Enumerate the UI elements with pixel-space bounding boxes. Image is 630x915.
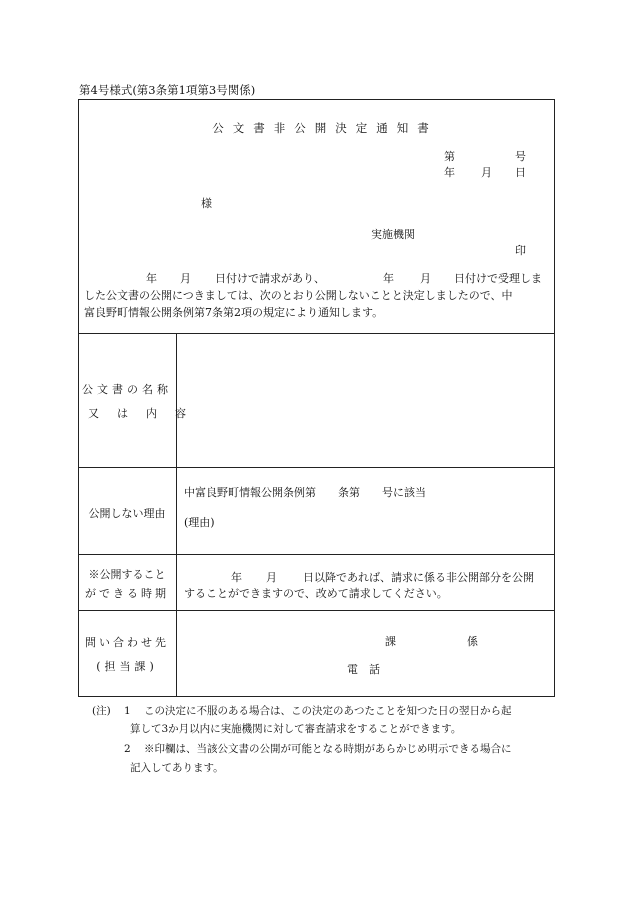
divider <box>78 610 555 611</box>
number-go: 号 <box>515 150 526 163</box>
intro-line-2: した公文書の公開につきましては、次のとおり公開しないことと決定しましたので、中 <box>84 289 513 302</box>
document-name-label: 公文書の名称 <box>82 383 172 396</box>
intro-text-1: 日付けで請求があり、 <box>215 272 325 285</box>
timing-label: ※公開すること <box>88 568 166 581</box>
divider <box>78 467 555 468</box>
note-1-line-2: 算して3か月以内に実施機関に対して審査請求をすることができます。 <box>130 723 462 735</box>
addressee-honorific: 様 <box>201 197 212 210</box>
form-number-label: 第4号様式(第3条第1項第3号関係) <box>79 83 256 97</box>
divider <box>78 333 555 334</box>
document-title: 公文書非公開決定通知書 <box>212 121 438 135</box>
contact-unit: 係 <box>467 635 478 648</box>
note-2-number: 2 <box>124 743 131 755</box>
note-2-line-2: 記入してあります。 <box>130 762 224 774</box>
contact-label: 問い合わせ先 <box>85 636 169 649</box>
intro-text-2: 日付けで受理しま <box>454 272 542 285</box>
reason-label: 公開しない理由 <box>88 507 166 520</box>
note-1-number: 1 <box>124 705 131 717</box>
intro-year-2: 年 <box>383 272 394 285</box>
date-year: 年 <box>444 166 455 179</box>
notice-form-frame <box>78 99 555 697</box>
intro-month-2: 月 <box>420 272 431 285</box>
timing-year: 年 <box>231 571 242 584</box>
date-day: 日 <box>515 166 526 179</box>
divider <box>78 554 555 555</box>
timing-label-2: ができる時期 <box>85 587 169 600</box>
column-divider <box>176 333 177 697</box>
implementing-agency: 実施機関 <box>371 228 415 241</box>
reason-detail-label: (理由) <box>184 516 215 529</box>
reason-ordinance: 中富良野町情報公開条例第 条第 号に該当 <box>184 486 426 499</box>
intro-year-1: 年 <box>146 272 157 285</box>
notes-marker: (注) <box>92 705 111 717</box>
timing-text-2: することができますので、改めて請求してください。 <box>184 587 448 600</box>
seal-mark: 印 <box>515 244 526 257</box>
document-content-label: 又は内容 <box>88 407 204 420</box>
date-month: 月 <box>481 166 492 179</box>
timing-month: 月 <box>266 571 277 584</box>
number-dai: 第 <box>444 150 455 163</box>
timing-text: 日以降であれば、請求に係る非公開部分を公開 <box>303 571 534 584</box>
note-2-line-1: ※印欄は、当該公文書の公開が可能となる時期があらかじめ明示できる場合に <box>144 743 512 755</box>
note-1-line-1: この決定に不服のある場合は、この決定のあつたことを知つた日の翌日から起 <box>144 705 512 717</box>
intro-month-1: 月 <box>180 272 191 285</box>
contact-section: 課 <box>385 635 396 648</box>
contact-phone: 電 話 <box>347 663 380 676</box>
intro-line-3: 富良野町情報公開条例第7条第2項の規定により通知します。 <box>84 306 384 319</box>
contact-department-label: (担当課) <box>96 660 158 673</box>
